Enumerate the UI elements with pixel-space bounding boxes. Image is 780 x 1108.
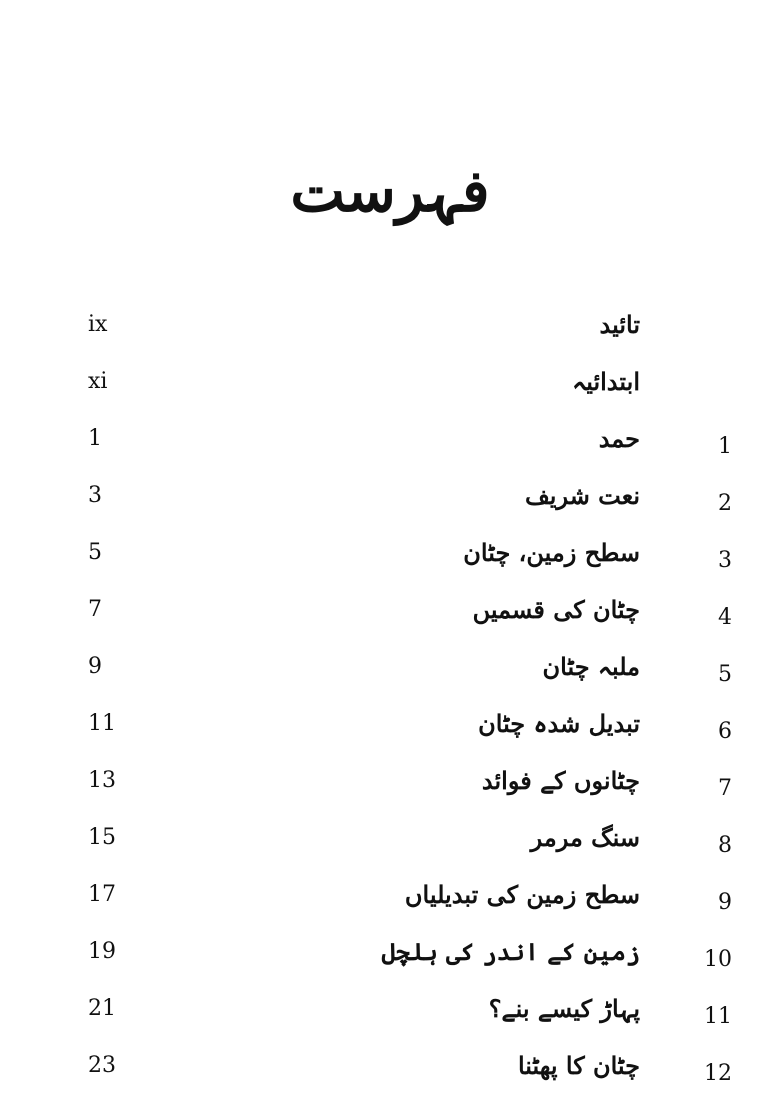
toc-row [0, 642, 780, 692]
page-number: 17 [88, 882, 116, 907]
chapter-number: 10 [704, 947, 732, 972]
chapter-title: چٹان کی قسمیں [472, 595, 640, 624]
toc-row [0, 699, 780, 749]
chapter-number: 1 [718, 434, 732, 459]
chapter-title: ابتدائیہ [572, 367, 640, 396]
toc-row [0, 357, 780, 407]
toc-row [0, 813, 780, 863]
toc-row [0, 927, 780, 977]
page-number: 1 [88, 426, 102, 451]
page-number: 21 [88, 996, 116, 1021]
chapter-title: سطح زمین کی تبدیلیاں [404, 880, 640, 909]
page-number: 23 [88, 1053, 116, 1078]
chapter-title: زمین کے اندر کی ہلچل [381, 937, 640, 966]
chapter-number: 3 [718, 548, 732, 573]
chapter-number: 7 [718, 776, 732, 801]
chapter-number: 2 [718, 491, 732, 516]
page-number: 3 [88, 483, 102, 508]
page-number: 5 [88, 540, 102, 565]
toc-row [0, 1041, 780, 1091]
chapter-title: سنگ مرمر [530, 823, 640, 852]
chapter-title: چٹان کا پھٹنا [517, 1051, 640, 1080]
chapter-title: چٹانوں کے فوائد [481, 766, 640, 795]
toc-row [0, 585, 780, 635]
chapter-title: حمد [598, 424, 640, 453]
page-title: فہرست [290, 157, 490, 225]
chapter-title: ملبہ چٹان [542, 652, 640, 681]
page-number: 11 [88, 711, 116, 736]
chapter-title: نعت شریف [524, 481, 640, 510]
chapter-title: تبدیل شدہ چٹان [478, 709, 640, 738]
toc-row [0, 756, 780, 806]
chapter-number: 6 [718, 719, 732, 744]
page-number: 19 [88, 939, 116, 964]
page-number: 13 [88, 768, 116, 793]
chapter-number: 4 [718, 605, 732, 630]
page-number: xi [88, 369, 108, 394]
toc-row [0, 300, 780, 350]
toc-row [0, 471, 780, 521]
toc-row [0, 870, 780, 920]
chapter-title: پہاڑ کیسے بنے؟ [488, 994, 640, 1023]
chapter-number: 5 [718, 662, 732, 687]
toc-row [0, 984, 780, 1034]
chapter-number: 9 [718, 890, 732, 915]
chapter-title: سطح زمین، چٹان [463, 538, 640, 567]
toc-row [0, 414, 780, 464]
chapter-title: تائید [599, 310, 640, 339]
table-of-contents [0, 300, 780, 1100]
page-number: 9 [88, 654, 102, 679]
page-number: 7 [88, 597, 102, 622]
toc-row [0, 528, 780, 578]
chapter-number: 12 [704, 1061, 732, 1086]
page-number: ix [88, 312, 108, 337]
page-number: 15 [88, 825, 116, 850]
chapter-number: 8 [718, 833, 732, 858]
chapter-number: 11 [704, 1004, 732, 1029]
